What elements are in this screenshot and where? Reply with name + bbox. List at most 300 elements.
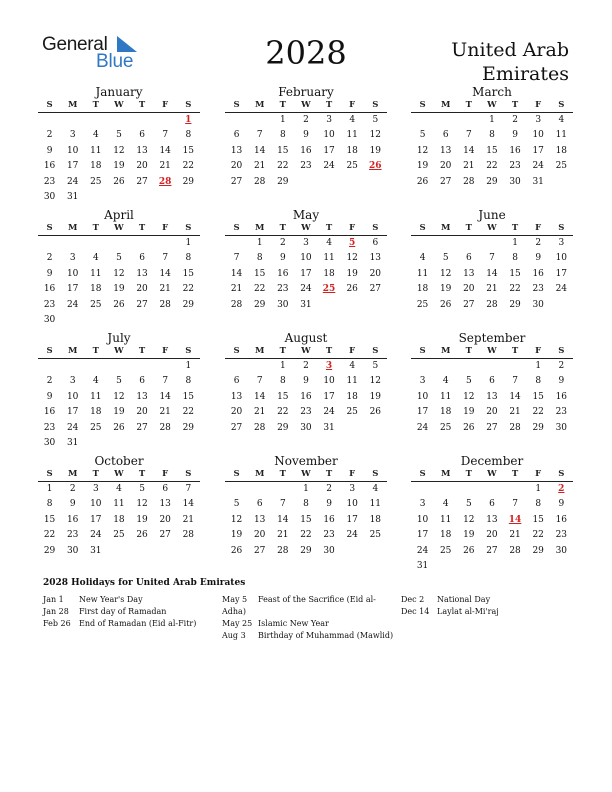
empty-day-cell: [504, 482, 527, 497]
day-cell: 30: [323, 545, 335, 556]
day-cell: 1: [512, 238, 518, 248]
weekday-label: W: [301, 100, 311, 110]
weekday-label: T: [325, 223, 333, 233]
day-cell: 27: [159, 530, 171, 541]
day-cell: 15: [532, 514, 544, 525]
day-cell: 18: [369, 514, 382, 525]
day-cell: 7: [489, 253, 495, 264]
day-cell: 26: [136, 530, 148, 541]
day-cell: 9: [46, 145, 53, 156]
day-cell: 2: [303, 115, 309, 125]
day-cell: 11: [439, 514, 452, 525]
day-cell: 16: [323, 514, 335, 525]
day-cell: 15: [277, 145, 289, 156]
day-cell: 3: [69, 376, 76, 387]
day-cell: 23: [323, 530, 335, 541]
day-cell: 25: [555, 161, 568, 172]
day-cell: 1: [185, 238, 192, 248]
day-cell: 16: [43, 407, 56, 418]
holiday-column: [43, 594, 215, 630]
weekday-label: M: [67, 469, 78, 479]
day-cell: 27: [230, 422, 243, 433]
day-cell: 12: [463, 391, 475, 402]
day-cell: 4: [372, 484, 379, 494]
day-cell: 11: [439, 391, 452, 402]
empty-day-cell: [248, 482, 271, 497]
day-cell: 12: [346, 253, 358, 264]
weekday-label: T: [465, 469, 472, 479]
day-cell: 2: [558, 361, 565, 371]
day-cell: 16: [532, 268, 544, 279]
day-cell: 28: [463, 176, 475, 187]
weekday-header: [411, 468, 573, 482]
day-cell: 27: [439, 176, 452, 187]
day-cell: 3: [535, 115, 542, 125]
day-cell: 27: [463, 299, 475, 310]
day-cell: 17: [416, 407, 429, 418]
day-cell: 13: [463, 268, 475, 279]
day-cell: 15: [253, 268, 266, 279]
day-cell: 22: [509, 284, 521, 295]
day-cell: 3: [69, 253, 76, 264]
day-cell: 12: [113, 268, 125, 279]
day-cell: 23: [300, 161, 312, 172]
day-cell: 12: [416, 145, 429, 156]
weekday-label: F: [162, 346, 169, 356]
weekday-label: S: [558, 100, 565, 110]
month-april: [38, 208, 200, 328]
day-cell: 27: [230, 176, 243, 187]
day-cell: 30: [555, 422, 568, 433]
weekday-label: S: [233, 223, 240, 233]
weekday-label: S: [185, 100, 192, 110]
day-cell: 5: [442, 253, 449, 264]
day-cell: 19: [463, 530, 475, 541]
weekday-label: S: [419, 100, 426, 110]
day-cell: 11: [369, 499, 382, 510]
day-cell: 23: [43, 422, 56, 433]
day-cell: 18: [346, 391, 358, 402]
day-cell: 5: [139, 484, 145, 494]
day-cell: 18: [323, 268, 335, 279]
holiday-item: [43, 606, 215, 618]
day-cell: 17: [323, 391, 335, 402]
day-cell: 5: [116, 253, 122, 264]
empty-day-cell: [107, 236, 130, 251]
day-cell: 3: [92, 484, 99, 494]
day-cell: 21: [182, 514, 195, 525]
empty-day-cell: [225, 236, 248, 251]
empty-day-cell: [271, 482, 294, 497]
day-cell: 15: [182, 145, 195, 156]
day-cell: 5: [233, 499, 240, 510]
day-cell: 8: [185, 130, 192, 141]
weekday-label: W: [114, 223, 124, 233]
day-cell: 25: [346, 161, 358, 172]
day-cell: 5: [116, 376, 122, 387]
day-grid: [411, 482, 573, 574]
holiday-column: [222, 594, 394, 642]
day-cell: 7: [256, 130, 263, 141]
day-cell: 12: [136, 499, 148, 510]
weekday-label: F: [535, 469, 542, 479]
day-cell: 13: [486, 391, 498, 402]
day-cell: 24: [323, 161, 335, 172]
day-cell: 9: [326, 499, 332, 510]
day-cell: 26: [113, 176, 125, 187]
day-cell: 12: [463, 514, 475, 525]
day-cell: 29: [43, 545, 56, 556]
day-grid: [38, 236, 200, 328]
day-cell: 9: [535, 253, 542, 264]
day-cell: 5: [372, 361, 379, 371]
day-cell: 4: [92, 376, 99, 387]
day-cell: 26: [463, 545, 475, 556]
day-cell: 12: [230, 514, 243, 525]
day-cell: 20: [136, 161, 148, 172]
empty-day-cell: [248, 113, 271, 128]
holiday-name: First day of Ramadan: [79, 607, 167, 616]
day-cell: 1: [256, 238, 263, 248]
day-cell: 24: [66, 422, 79, 433]
day-cell: 4: [442, 499, 449, 510]
weekday-label: T: [92, 346, 99, 356]
weekday-label: T: [511, 100, 519, 110]
day-cell: 7: [233, 253, 240, 264]
day-cell: 10: [66, 145, 79, 156]
day-cell: 26: [439, 299, 452, 310]
day-cell: 7: [185, 484, 192, 494]
day-cell: 14: [463, 145, 475, 156]
holiday-name: Feast of the Sacrifice (Eid al-: [258, 595, 376, 604]
day-cell: 14: [159, 268, 171, 279]
day-cell: 18: [90, 407, 102, 418]
weekday-label: S: [233, 346, 240, 356]
holiday-column: [401, 594, 571, 618]
day-cell: 23: [555, 530, 568, 541]
day-cell: 22: [277, 407, 289, 418]
weekday-label: S: [233, 100, 240, 110]
day-cell: 10: [416, 514, 429, 525]
holiday-day-cell: 1: [185, 115, 192, 125]
country-title: [369, 38, 569, 86]
day-cell: 9: [279, 253, 286, 264]
day-cell: 22: [532, 530, 544, 541]
day-cell: 8: [279, 130, 286, 141]
day-cell: 11: [113, 499, 125, 510]
weekday-header: [411, 99, 573, 113]
holiday-date: Feb 26: [43, 619, 71, 628]
weekday-label: T: [92, 223, 99, 233]
day-grid: [411, 236, 573, 313]
day-cell: 26: [230, 545, 243, 556]
day-cell: 26: [113, 299, 125, 310]
day-cell: 13: [136, 145, 148, 156]
year-title: 2028: [265, 34, 347, 72]
day-cell: 20: [136, 284, 148, 295]
weekday-label: M: [440, 346, 451, 356]
day-cell: 23: [555, 407, 568, 418]
empty-day-cell: [457, 482, 480, 497]
weekday-label: F: [349, 223, 356, 233]
day-grid: [225, 359, 387, 436]
day-cell: 6: [372, 238, 379, 248]
holiday-date: Dec 2: [401, 595, 425, 604]
day-cell: 19: [113, 161, 125, 172]
day-cell: 11: [346, 130, 358, 141]
day-cell: 27: [136, 299, 148, 310]
day-cell: 13: [136, 268, 148, 279]
holiday-day-cell: 5: [349, 238, 356, 248]
weekday-label: T: [92, 469, 99, 479]
empty-day-cell: [411, 482, 434, 497]
month-title: August: [284, 331, 328, 345]
month-november: [225, 454, 387, 559]
day-cell: 24: [323, 407, 335, 418]
day-cell: 21: [277, 530, 289, 541]
day-cell: 30: [277, 299, 289, 310]
weekday-label: T: [511, 469, 519, 479]
day-cell: 17: [555, 268, 568, 279]
weekday-label: W: [114, 346, 124, 356]
day-cell: 6: [139, 253, 145, 264]
day-cell: 15: [182, 391, 195, 402]
day-cell: 16: [277, 268, 289, 279]
weekday-label: S: [46, 346, 53, 356]
day-cell: 16: [555, 391, 568, 402]
day-cell: 29: [182, 176, 195, 187]
weekday-label: F: [349, 469, 356, 479]
day-cell: 11: [90, 145, 102, 156]
day-cell: 22: [277, 161, 289, 172]
month-title: December: [460, 454, 524, 468]
day-cell: 29: [182, 299, 195, 310]
month-january: [38, 85, 200, 205]
day-cell: 10: [323, 376, 335, 387]
weekday-label: T: [279, 346, 286, 356]
day-cell: 1: [279, 361, 286, 371]
day-cell: 3: [419, 376, 426, 387]
day-grid: [225, 482, 387, 559]
day-cell: 29: [532, 545, 544, 556]
weekday-label: M: [440, 100, 451, 110]
empty-day-cell: [411, 359, 434, 374]
day-cell: 10: [323, 130, 335, 141]
weekday-label: W: [114, 100, 124, 110]
day-cell: 10: [555, 253, 568, 264]
day-cell: 28: [159, 299, 171, 310]
day-cell: 24: [300, 284, 312, 295]
day-cell: 12: [113, 145, 125, 156]
day-cell: 22: [486, 161, 498, 172]
day-cell: 4: [442, 376, 449, 387]
empty-day-cell: [434, 236, 457, 251]
day-cell: 20: [230, 161, 243, 172]
day-cell: 29: [253, 299, 266, 310]
weekday-label: T: [511, 346, 519, 356]
day-cell: 5: [465, 376, 472, 387]
day-cell: 26: [463, 422, 475, 433]
holiday-item: [43, 594, 215, 606]
day-cell: 29: [182, 422, 195, 433]
month-may: [225, 208, 387, 313]
day-cell: 19: [369, 391, 382, 402]
day-cell: 11: [555, 130, 568, 141]
day-cell: 28: [253, 422, 266, 433]
day-cell: 16: [300, 391, 312, 402]
holiday-item: [222, 594, 394, 618]
day-cell: 18: [555, 145, 568, 156]
weekday-label: T: [325, 100, 333, 110]
weekday-label: S: [185, 346, 192, 356]
holiday-name: End of Ramadan (Eid al-Fitr): [79, 619, 197, 628]
weekday-label: M: [440, 469, 451, 479]
weekday-label: T: [138, 469, 146, 479]
weekday-label: M: [254, 469, 265, 479]
day-cell: 30: [43, 437, 56, 448]
day-cell: 18: [439, 407, 452, 418]
day-cell: 19: [369, 145, 382, 156]
day-cell: 2: [279, 238, 286, 248]
day-cell: 9: [512, 130, 518, 141]
day-cell: 6: [139, 376, 145, 387]
holiday-name-continued: Adha): [222, 607, 246, 616]
day-cell: 19: [230, 530, 243, 541]
day-cell: 23: [300, 407, 312, 418]
month-march: [411, 85, 573, 190]
empty-day-cell: [154, 359, 177, 374]
day-cell: 25: [90, 176, 102, 187]
day-cell: 19: [113, 407, 125, 418]
day-cell: 30: [555, 545, 568, 556]
month-february: [225, 85, 387, 190]
day-cell: 2: [535, 238, 542, 248]
holiday-date: Jan 28: [43, 607, 69, 616]
day-cell: 18: [416, 284, 429, 295]
day-cell: 1: [303, 484, 309, 494]
day-cell: 13: [486, 514, 498, 525]
day-cell: 23: [66, 530, 79, 541]
day-cell: 9: [558, 376, 565, 387]
empty-day-cell: [248, 359, 271, 374]
day-cell: 3: [326, 115, 332, 125]
holiday-item: [401, 606, 571, 618]
day-cell: 2: [46, 253, 53, 264]
day-cell: 21: [159, 407, 171, 418]
holiday-day-cell: 3: [325, 361, 333, 371]
day-cell: 25: [90, 299, 102, 310]
day-cell: 24: [416, 545, 429, 556]
weekday-label: M: [67, 346, 78, 356]
day-cell: 16: [43, 161, 56, 172]
day-cell: 23: [43, 299, 56, 310]
day-cell: 6: [489, 499, 495, 510]
weekday-label: T: [279, 469, 286, 479]
day-cell: 1: [279, 115, 286, 125]
weekday-label: W: [301, 469, 311, 479]
weekday-label: S: [185, 223, 192, 233]
weekday-label: W: [301, 223, 311, 233]
day-cell: 20: [486, 530, 498, 541]
day-cell: 14: [159, 145, 171, 156]
empty-day-cell: [107, 113, 130, 128]
empty-day-cell: [411, 113, 434, 128]
month-title: July: [107, 331, 131, 345]
day-cell: 24: [90, 530, 102, 541]
weekday-label: T: [465, 100, 472, 110]
weekday-label: S: [372, 223, 379, 233]
day-cell: 14: [486, 268, 498, 279]
day-cell: 19: [416, 161, 429, 172]
empty-day-cell: [411, 236, 434, 251]
day-cell: 4: [419, 253, 426, 264]
month-title: May: [292, 208, 320, 222]
day-cell: 15: [509, 268, 521, 279]
day-grid: [38, 359, 200, 451]
empty-day-cell: [154, 236, 177, 251]
day-cell: 18: [90, 284, 102, 295]
empty-day-cell: [38, 236, 61, 251]
day-cell: 31: [323, 422, 335, 433]
empty-day-cell: [61, 359, 84, 374]
holiday-day-cell: 25: [322, 284, 336, 295]
day-cell: 12: [439, 268, 452, 279]
day-cell: 29: [277, 176, 289, 187]
month-title: March: [472, 85, 512, 99]
day-cell: 19: [463, 407, 475, 418]
day-cell: 6: [233, 130, 240, 141]
day-cell: 10: [532, 130, 544, 141]
day-cell: 30: [300, 422, 312, 433]
logo-general-text: General: [42, 34, 108, 55]
day-cell: 14: [182, 499, 195, 510]
holiday-name: Birthday of Muhammad (Mawlid): [258, 631, 394, 640]
day-cell: 9: [69, 499, 76, 510]
day-cell: 28: [159, 422, 171, 433]
day-cell: 14: [159, 391, 171, 402]
weekday-label: S: [558, 346, 565, 356]
empty-day-cell: [84, 236, 107, 251]
day-cell: 3: [349, 484, 356, 494]
day-cell: 8: [489, 130, 495, 141]
day-cell: 26: [346, 284, 358, 295]
day-cell: 25: [439, 545, 452, 556]
weekday-label: S: [372, 100, 379, 110]
day-grid: [38, 482, 200, 559]
weekday-label: T: [279, 223, 286, 233]
logo-blue-text: Blue: [96, 51, 134, 72]
weekday-label: W: [487, 100, 497, 110]
day-cell: 19: [346, 268, 358, 279]
holiday-date: Jan 1: [43, 595, 64, 604]
empty-day-cell: [38, 113, 61, 128]
day-cell: 28: [253, 176, 266, 187]
day-cell: 16: [555, 514, 568, 525]
day-cell: 30: [43, 314, 56, 325]
empty-day-cell: [131, 236, 154, 251]
day-cell: 24: [346, 530, 358, 541]
weekday-label: F: [535, 223, 542, 233]
day-cell: 9: [46, 391, 53, 402]
empty-day-cell: [504, 359, 527, 374]
weekday-label: M: [254, 346, 265, 356]
weekday-label: M: [67, 223, 78, 233]
weekday-label: T: [92, 100, 99, 110]
day-cell: 15: [486, 145, 498, 156]
day-cell: 6: [465, 253, 472, 264]
day-cell: 13: [369, 253, 382, 264]
day-cell: 28: [182, 530, 195, 541]
